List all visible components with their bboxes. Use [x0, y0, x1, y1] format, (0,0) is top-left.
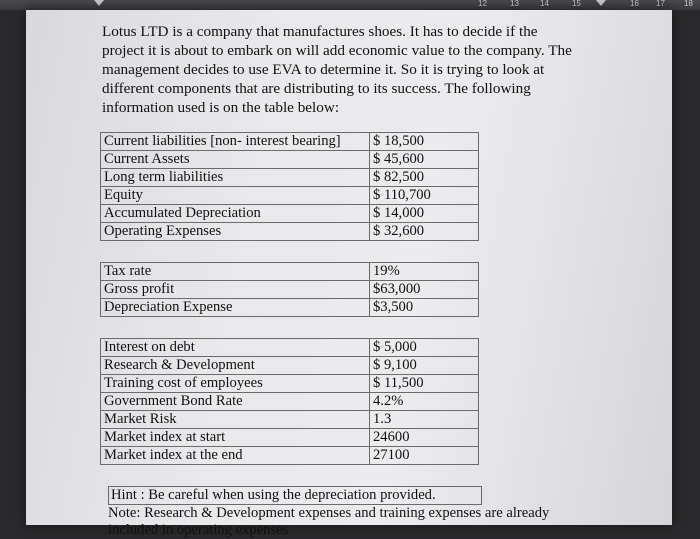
row-label: Current liabilities [non- interest bearing]	[101, 133, 370, 151]
row-value: $ 32,600	[370, 223, 479, 241]
row-value: 27100	[370, 447, 479, 465]
row-label: Accumulated Depreciation	[101, 205, 370, 223]
ruler-number: 18	[684, 0, 693, 8]
row-value: 19%	[370, 263, 479, 281]
table-spacer	[101, 317, 479, 339]
row-value: 4.2%	[370, 393, 479, 411]
ruler-number: 17	[656, 0, 665, 8]
row-label: Current Assets	[101, 151, 370, 169]
notes-block	[108, 486, 588, 539]
note-text: Note: Research & Development expenses and training expenses are already included in operating expenses	[108, 505, 550, 538]
table-row	[101, 133, 479, 151]
row-label: Tax rate	[101, 263, 370, 281]
ruler-number: 14	[540, 0, 549, 8]
indent-marker-icon[interactable]	[94, 0, 104, 6]
indent-marker-icon[interactable]	[596, 0, 606, 6]
ruler-number: 12	[478, 0, 487, 8]
row-value: $ 45,600	[370, 151, 479, 169]
row-value: 1.3	[370, 411, 479, 429]
row-label: Operating Expenses	[101, 223, 370, 241]
table-row	[101, 339, 479, 357]
intro-paragraph: Lotus LTD is a company that manufactures shoes. It has to decide if the project it is about to embark on will add economic value to the company. The management decides to use EVA to determine it. So it is trying to look at different components that are distributing to its success. The following information used is on the table below:	[102, 23, 572, 116]
row-value: $ 11,500	[370, 375, 479, 393]
row-label: Interest on debt	[101, 339, 370, 357]
row-value: $ 5,000	[370, 339, 479, 357]
row-value: $63,000	[370, 281, 479, 299]
hint-text: Hint : Be careful when using the depreciation provided.	[108, 486, 482, 505]
ruler-number: 16	[630, 0, 639, 8]
row-label: Long term liabilities	[101, 169, 370, 187]
table-group-2	[101, 263, 479, 317]
row-label: Depreciation Expense	[101, 299, 370, 317]
row-value: $ 18,500	[370, 133, 479, 151]
ruler-number: 15	[572, 0, 581, 8]
table-row	[101, 169, 479, 187]
document-page	[26, 10, 672, 538]
row-label: Training cost of employees	[101, 375, 370, 393]
table-row	[101, 393, 479, 411]
table-row	[101, 447, 479, 465]
table-row	[101, 411, 479, 429]
table-row	[101, 187, 479, 205]
data-table	[100, 132, 479, 465]
row-value: $ 9,100	[370, 357, 479, 375]
row-label: Government Bond Rate	[101, 393, 370, 411]
table-row	[101, 281, 479, 299]
row-value: $ 14,000	[370, 205, 479, 223]
table-row	[101, 151, 479, 169]
row-value: 24600	[370, 429, 479, 447]
row-label: Equity	[101, 187, 370, 205]
table-row	[101, 357, 479, 375]
table-row	[101, 299, 479, 317]
row-label: Market index at the end	[101, 447, 370, 465]
table-group-3	[101, 339, 479, 465]
table-spacer	[101, 241, 479, 263]
row-label: Market Risk	[101, 411, 370, 429]
row-label: Gross profit	[101, 281, 370, 299]
table-row	[101, 429, 479, 447]
table-row	[101, 205, 479, 223]
row-value: $ 110,700	[370, 187, 479, 205]
table-row	[101, 263, 479, 281]
row-label: Market index at start	[101, 429, 370, 447]
row-value: $3,500	[370, 299, 479, 317]
ruler	[0, 0, 700, 10]
table-group-1	[101, 133, 479, 241]
table-row	[101, 223, 479, 241]
row-label: Research & Development	[101, 357, 370, 375]
row-value: $ 82,500	[370, 169, 479, 187]
ruler-number: 13	[510, 0, 519, 8]
table-row	[101, 375, 479, 393]
